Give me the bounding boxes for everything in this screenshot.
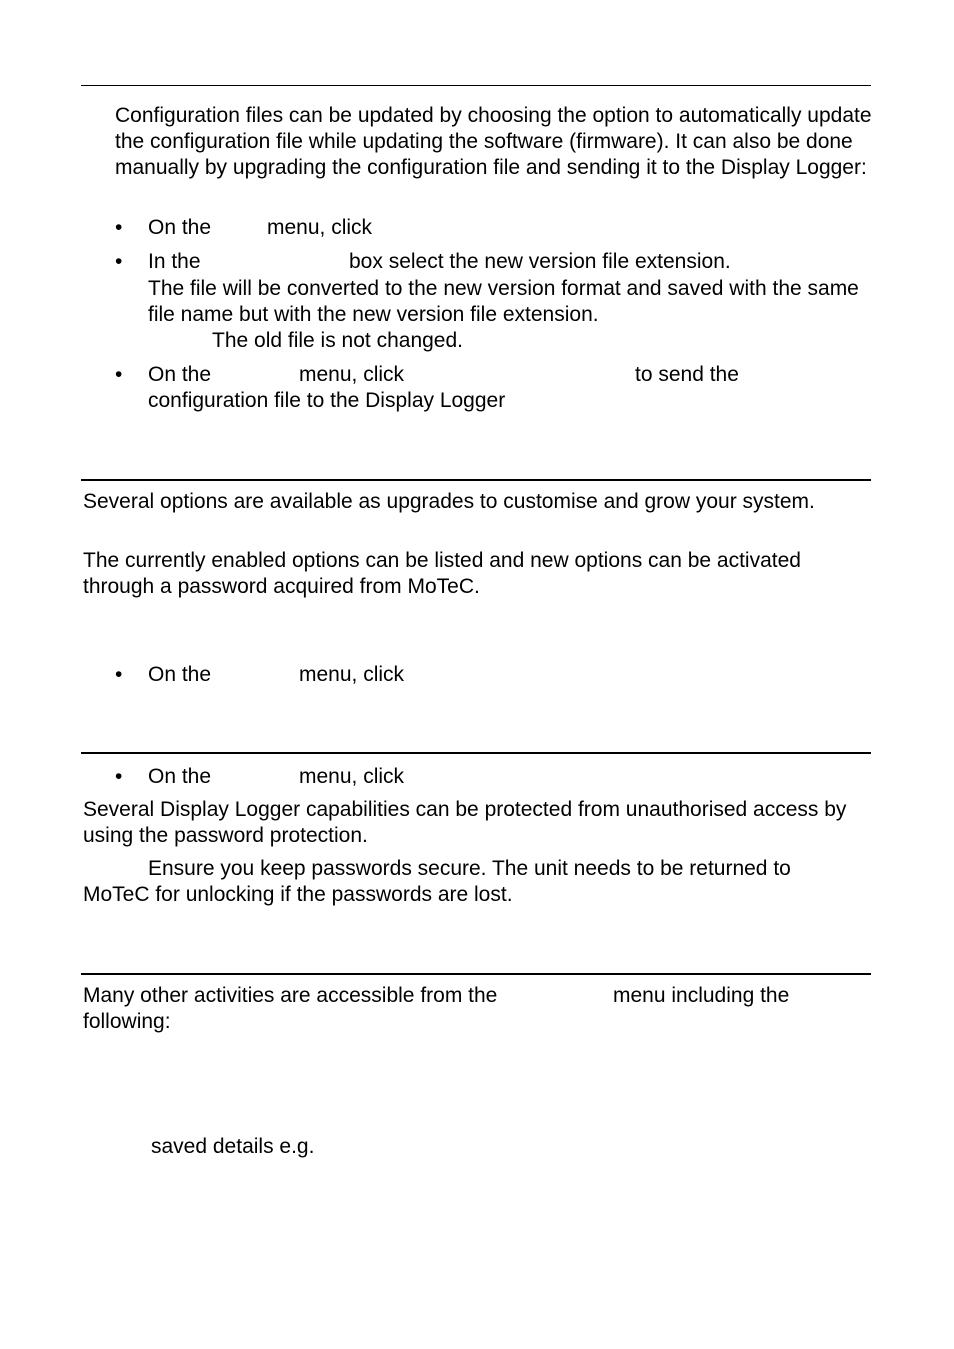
options-paragraph: Several options are available as upgrades to customise and grow your system. bbox=[83, 490, 815, 513]
other-activities-following: following: bbox=[83, 1010, 171, 1033]
bullet-text-suffix: menu, click bbox=[267, 216, 373, 239]
bullet-text-suffix: menu, click bbox=[299, 663, 405, 686]
conversion-explanation: The file will be converted to the new version format and saved with the same file name but with the new version file extension. bbox=[148, 277, 859, 326]
section-divider-other bbox=[81, 973, 871, 975]
other-activities-text: Many other activities are accessible from the bbox=[83, 984, 498, 1007]
password-protection-paragraph: Several Display Logger capabilities can be protected from unauthorised access by using the password protection. bbox=[83, 798, 847, 847]
bullet-text-prefix: On the bbox=[148, 363, 212, 386]
bullet-text-suffix: to send the bbox=[635, 363, 739, 386]
password-note-line2: MoTeC for unlocking if the passwords are lost. bbox=[83, 883, 513, 906]
password-note-line1: Ensure you keep passwords secure. The unit needs to be returned to bbox=[148, 857, 791, 880]
bullet-text-suffix: menu, click bbox=[299, 765, 405, 788]
bullet-text-suffix: box select the new version file extension. bbox=[349, 250, 731, 273]
bullet-text-prefix: In the bbox=[148, 250, 201, 273]
section-divider-top bbox=[81, 85, 871, 86]
saved-details-text: saved details e.g. bbox=[151, 1135, 315, 1158]
send-config-line: configuration file to the Display Logger bbox=[148, 389, 506, 412]
section-divider-password bbox=[81, 752, 871, 754]
config-intro-paragraph: Configuration files can be updated by choosing the option to automatically update the configuration file while updating the software (firmware). It can also be done manually by upgrading the configuration file and sending it to the Display Logger: bbox=[115, 104, 872, 179]
section-divider-options bbox=[81, 479, 871, 481]
bullet-text-prefix: On the bbox=[148, 216, 212, 239]
options-activation-paragraph: The currently enabled options can be listed and new options can be activated through a password acquired from MoTeC. bbox=[83, 549, 801, 598]
bullet-text-prefix: On the bbox=[148, 765, 212, 788]
bullet-text-middle: menu, click bbox=[299, 363, 405, 386]
bullet-text-prefix: On the bbox=[148, 663, 212, 686]
other-activities-text-suffix: menu including the bbox=[613, 984, 790, 1007]
note-old-file: The old file is not changed. bbox=[212, 329, 463, 352]
